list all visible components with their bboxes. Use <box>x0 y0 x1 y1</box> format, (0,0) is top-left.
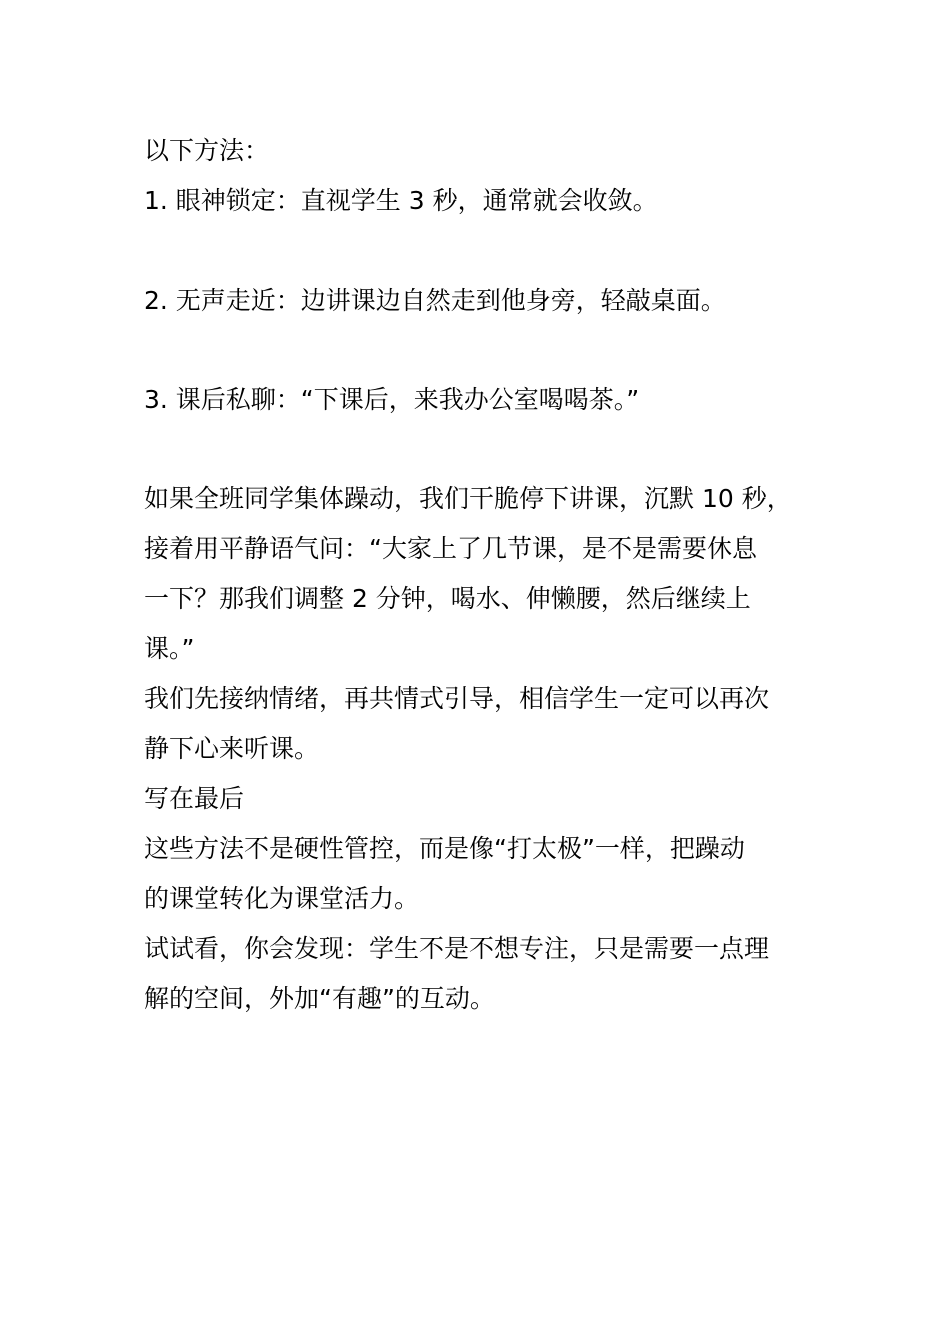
closing-para2-line: 试试看，你会发现：学生不是不想专注，只是需要一点理 <box>144 934 770 963</box>
method-item-2: 2. 无声走近：边讲课边自然走到他身旁，轻敲桌面。 <box>144 286 726 315</box>
method-item-3: 3. 课后私聊：“下课后，来我办公室喝喝茶。” <box>144 385 640 414</box>
method-paragraph-2 <box>144 276 814 326</box>
acceptance-line: 静下心来听课。 <box>144 734 320 763</box>
method-paragraph-3 <box>144 375 814 425</box>
collective-line: 一下？那我们调整 2 分钟，喝水、伸懒腰，然后继续上 <box>144 584 751 613</box>
collective-line: 如果全班同学集体躁动，我们干脆停下讲课，沉默 10 秒， <box>144 484 792 513</box>
intro-text: 以下方法： <box>144 136 270 165</box>
intro-paragraph <box>144 126 814 226</box>
collective-line: 课。” <box>144 634 195 663</box>
closing-para2-line: 解的空间，外加“有趣”的互动。 <box>144 984 495 1013</box>
body-paragraphs <box>144 474 814 1024</box>
collective-line: 接着用平静语气问：“大家上了几节课，是不是需要休息 <box>144 534 757 563</box>
closing-para1-line: 的课堂转化为课堂活力。 <box>144 884 420 913</box>
acceptance-line: 我们先接纳情绪，再共情式引导，相信学生一定可以再次 <box>144 684 770 713</box>
closing-heading: 写在最后 <box>144 784 245 813</box>
closing-para1-line: 这些方法不是硬性管控，而是像“打太极”一样，把躁动 <box>144 834 745 863</box>
method-item-1: 1. 眼神锁定：直视学生 3 秒，通常就会收敛。 <box>144 186 658 215</box>
